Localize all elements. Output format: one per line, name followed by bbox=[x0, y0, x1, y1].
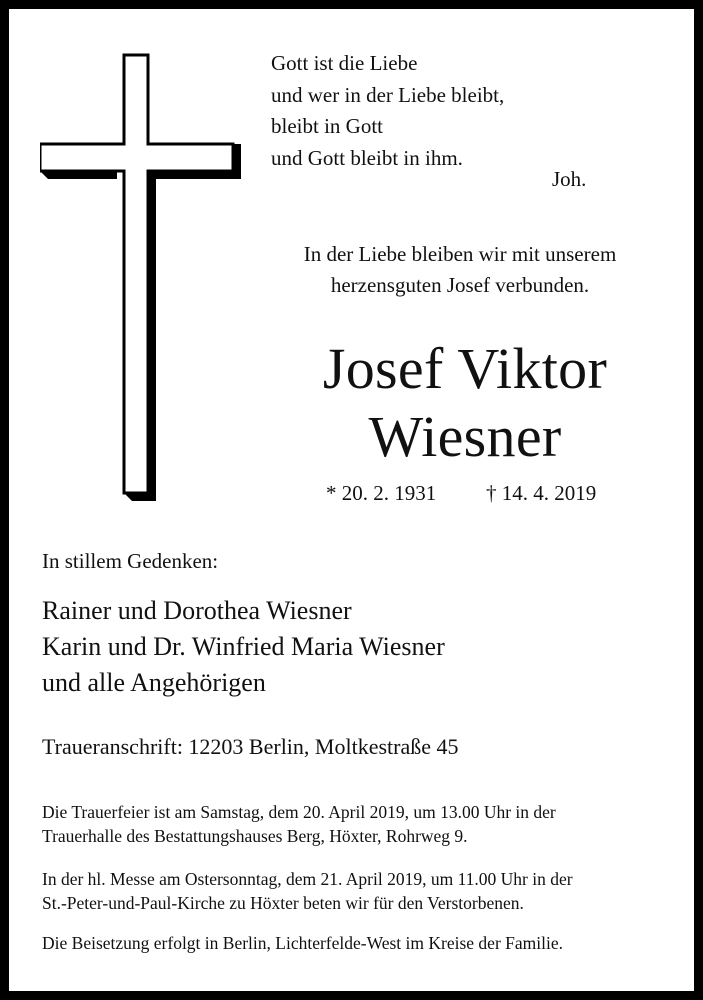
service-info bbox=[42, 801, 682, 848]
bible-verse bbox=[271, 48, 504, 174]
gedenken-label: In stillem Gedenken: bbox=[42, 549, 219, 573]
info-line: St.-Peter-und-Paul-Kirche zu Höxter beten wir für den Verstorbenen. bbox=[42, 892, 524, 913]
mourner-line: und alle Angehörigen bbox=[42, 668, 266, 697]
death-date: † 14. 4. 2019 bbox=[486, 481, 597, 505]
cross-icon bbox=[40, 53, 245, 503]
memorial-line: herzensguten Josef verbunden. bbox=[330, 273, 590, 297]
mourning-address: Traueranschrift: 12203 Berlin, Moltkestraße 45 bbox=[42, 734, 459, 759]
verse-line: bleibt in Gott bbox=[271, 114, 383, 138]
mourners-list bbox=[42, 593, 445, 701]
info-line: In der hl. Messe am Ostersonntag, dem 21. April 2019, um 11.00 Uhr in der bbox=[42, 869, 573, 889]
mourner-line: Rainer und Dorothea Wiesner bbox=[42, 596, 352, 625]
verse-reference: Joh. bbox=[552, 167, 587, 191]
verse-line: Gott ist die Liebe bbox=[271, 51, 418, 75]
deceased-surname: Wiesner bbox=[368, 404, 562, 469]
verse-line: und wer in der Liebe bleibt, bbox=[271, 82, 505, 107]
verse-line: und Gott bleibt in ihm. bbox=[271, 145, 463, 170]
deceased-first-names: Josef Viktor bbox=[322, 336, 608, 401]
info-line: Trauerhalle des Bestattungshauses Berg, Höxter, Rohrweg 9. bbox=[42, 825, 468, 846]
memorial-text bbox=[260, 239, 660, 301]
birth-date: * 20. 2. 1931 bbox=[326, 481, 437, 505]
memorial-line: In der Liebe bleiben wir mit unserem bbox=[303, 242, 617, 266]
mourner-line: Karin und Dr. Winfried Maria Wiesner bbox=[42, 632, 445, 661]
burial-info bbox=[42, 932, 682, 956]
mass-info bbox=[42, 868, 682, 915]
info-line: Die Beisetzung erfolgt in Berlin, Lichterfelde-West im Kreise der Familie. bbox=[42, 933, 563, 953]
info-line: Die Trauerfeier ist am Samstag, dem 20. April 2019, um 13.00 Uhr in der bbox=[42, 802, 556, 822]
